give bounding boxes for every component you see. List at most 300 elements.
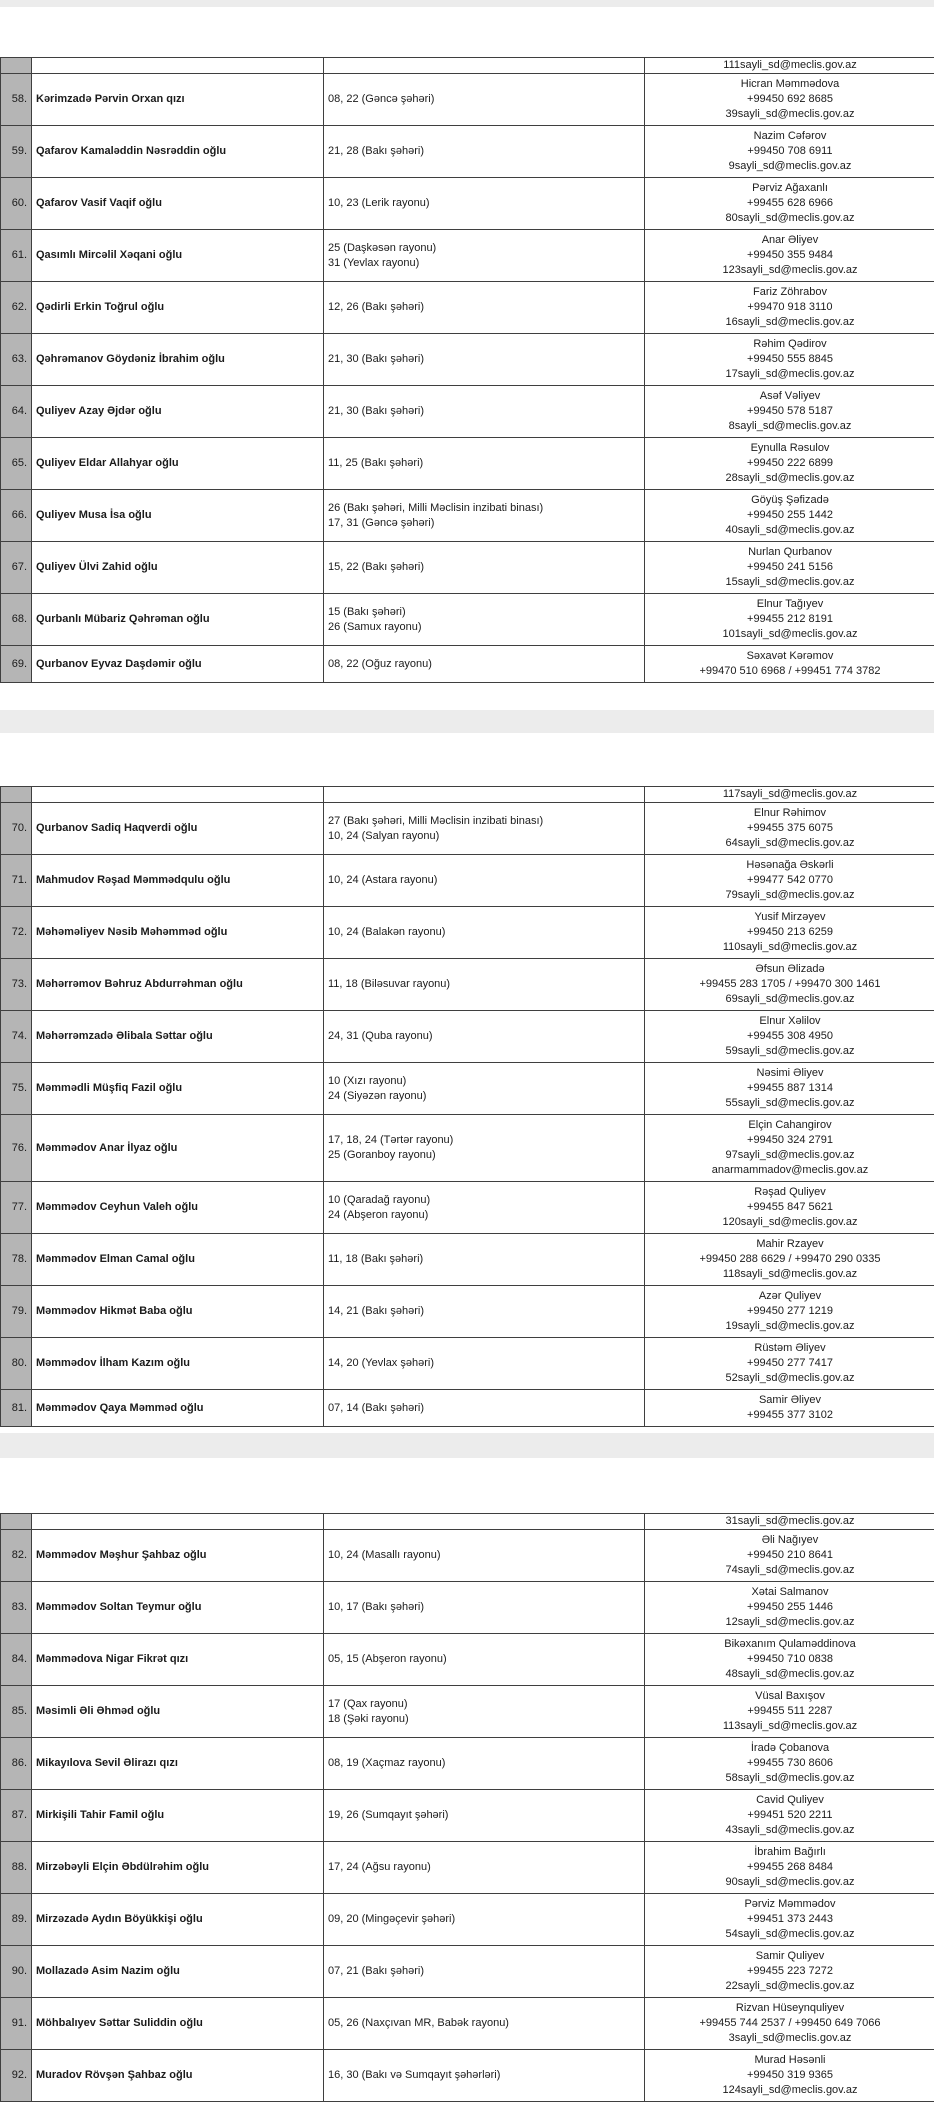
district-line: 24 (Siyəzən rayonu) xyxy=(328,1089,427,1102)
deputy-name-cell: Möhbalıyev Səttar Suliddin oğlu xyxy=(32,1998,324,2050)
district-cell xyxy=(324,1894,645,1946)
district-cell xyxy=(324,334,645,386)
district-line: 07, 21 (Bakı şəhəri) xyxy=(328,1965,424,1977)
contact-cell xyxy=(645,1530,934,1582)
contact-line: +99450 213 6259 xyxy=(747,926,833,938)
row-number-cell: 87. xyxy=(1,1790,32,1842)
carryover-row xyxy=(1,1514,934,1530)
row-number-cell: 82. xyxy=(1,1530,32,1582)
row-number-cell xyxy=(1,1514,32,1530)
contact-line: +99450 555 8845 xyxy=(747,353,833,365)
deputy-name-cell: Məmmədov Hikmət Baba oğlu xyxy=(32,1286,324,1338)
deputy-name-cell: Mirzəbəyli Elçin Əbdülrəhim oğlu xyxy=(32,1842,324,1894)
contact-line: 120sayli_sd@meclis.gov.az xyxy=(722,1216,858,1228)
contact-line: 54sayli_sd@meclis.gov.az xyxy=(725,1928,855,1940)
table-row xyxy=(1,855,934,907)
row-number-cell: 65. xyxy=(1,438,32,490)
contact-email: 31sayli_sd@meclis.gov.az xyxy=(725,1515,855,1527)
contact-line: +99450 288 6629 / +99470 290 0335 xyxy=(699,1253,881,1265)
contact-line: 28sayli_sd@meclis.gov.az xyxy=(725,472,855,484)
row-number-cell: 76. xyxy=(1,1115,32,1182)
deputy-name-cell: Mirkişili Tahir Famil oğlu xyxy=(32,1790,324,1842)
deputy-name-cell xyxy=(32,1514,324,1530)
contact-cell xyxy=(645,334,934,386)
district-line: 18 (Şəki rayonu) xyxy=(328,1712,409,1725)
deputy-name-cell: Quliyev Azay Əjdər oğlu xyxy=(32,386,324,438)
contact-line: Fariz Zöhrabov xyxy=(753,286,827,298)
table-row xyxy=(1,126,934,178)
district-line: 25 (Goranboy rayonu) xyxy=(328,1149,436,1161)
contact-line: 64sayli_sd@meclis.gov.az xyxy=(725,837,855,849)
deputy-name-cell: Məmmədova Nigar Fikrət qızı xyxy=(32,1634,324,1686)
district-cell xyxy=(324,907,645,959)
deputy-name-cell: Qafarov Kamaləddin Nəsrəddin oğlu xyxy=(32,126,324,178)
table-row xyxy=(1,1063,934,1115)
district-cell xyxy=(324,542,645,594)
contact-line: Elnur Rəhimov xyxy=(753,807,827,819)
district-line: 27 (Bakı şəhəri, Milli Məclisin inzibati binası) xyxy=(328,814,544,827)
table-row xyxy=(1,2050,934,2102)
contact-line: 123sayli_sd@meclis.gov.az xyxy=(722,264,858,276)
district-line: 17 (Qax rayonu) xyxy=(328,1697,408,1710)
contact-cell xyxy=(645,1582,934,1634)
row-number-cell xyxy=(1,58,32,74)
table-row xyxy=(1,1790,934,1842)
district-line: 10, 24 (Balakən rayonu) xyxy=(328,926,446,938)
district-cell xyxy=(324,1530,645,1582)
district-line: 16, 30 (Bakı və Sumqayıt şəhərləri) xyxy=(328,2069,501,2081)
contact-line: +99450 708 6911 xyxy=(747,145,833,157)
deputy-name-cell xyxy=(32,787,324,803)
contact-line: +99451 520 2211 xyxy=(747,1809,833,1821)
row-number-cell: 75. xyxy=(1,1063,32,1115)
district-line: 10 (Xızı rayonu) xyxy=(328,1074,407,1087)
table-row xyxy=(1,1338,934,1390)
contact-line: Pərviz Məmmədov xyxy=(744,1898,836,1910)
contact-line: +99450 277 1219 xyxy=(747,1305,833,1317)
contact-line: 69sayli_sd@meclis.gov.az xyxy=(725,993,855,1005)
district-cell xyxy=(324,1998,645,2050)
table-row xyxy=(1,490,934,542)
district-cell xyxy=(324,490,645,542)
table-row xyxy=(1,282,934,334)
contact-cell xyxy=(645,959,934,1011)
contact-line: +99470 918 3110 xyxy=(747,301,833,313)
deputy-name-cell xyxy=(32,58,324,74)
table-row xyxy=(1,542,934,594)
deputies-table-section-1 xyxy=(0,57,934,683)
row-number-cell: 79. xyxy=(1,1286,32,1338)
district-cell xyxy=(324,1842,645,1894)
row-number-cell: 92. xyxy=(1,2050,32,2102)
contact-line: 19sayli_sd@meclis.gov.az xyxy=(725,1320,855,1332)
contact-cell xyxy=(645,2050,934,2102)
table-row xyxy=(1,1738,934,1790)
row-number-cell: 60. xyxy=(1,178,32,230)
row-number-cell: 89. xyxy=(1,1894,32,1946)
row-number-cell: 78. xyxy=(1,1234,32,1286)
district-line: 09, 20 (Mingəçevir şəhəri) xyxy=(328,1913,456,1925)
contact-line: +99450 692 8685 xyxy=(747,93,833,105)
contact-line: 124sayli_sd@meclis.gov.az xyxy=(722,2084,858,2096)
contact-line: +99450 210 8641 xyxy=(747,1549,833,1561)
district-line: 05, 15 (Abşeron rayonu) xyxy=(328,1653,447,1665)
page-separator-band xyxy=(0,710,934,733)
row-number-cell: 80. xyxy=(1,1338,32,1390)
contact-line: +99455 744 2537 / +99450 649 7066 xyxy=(699,2017,881,2029)
district-cell xyxy=(324,1582,645,1634)
contact-line: Elnur Xəlilov xyxy=(759,1015,821,1027)
deputy-name-cell: Quliyev Musa İsa oğlu xyxy=(32,490,324,542)
district-cell xyxy=(324,58,645,74)
contact-line: 80sayli_sd@meclis.gov.az xyxy=(725,212,855,224)
page-separator-band xyxy=(0,0,934,7)
district-line: 10 (Qaradağ rayonu) xyxy=(328,1193,431,1206)
contact-line: 40sayli_sd@meclis.gov.az xyxy=(725,524,855,536)
row-number-cell: 73. xyxy=(1,959,32,1011)
contact-line: Nazim Cəfərov xyxy=(753,130,827,142)
district-line: 10, 24 (Astara rayonu) xyxy=(328,874,438,886)
contact-line: Həsənağa Əskərli xyxy=(746,859,834,871)
contact-line: Azər Quliyev xyxy=(758,1290,822,1302)
contact-line: +99455 628 6966 xyxy=(747,197,833,209)
row-number-cell: 91. xyxy=(1,1998,32,2050)
district-cell xyxy=(324,126,645,178)
row-number-cell: 86. xyxy=(1,1738,32,1790)
district-cell xyxy=(324,1338,645,1390)
table-row xyxy=(1,1634,934,1686)
contact-line: Rizvan Hüseynquliyev xyxy=(735,2002,845,2014)
row-number-cell: 85. xyxy=(1,1686,32,1738)
table-row xyxy=(1,1946,934,1998)
district-line: 17, 24 (Ağsu rayonu) xyxy=(328,1861,431,1873)
contact-line: +99450 324 2791 xyxy=(747,1134,833,1146)
row-number-cell: 58. xyxy=(1,74,32,126)
contact-line: Əfsun Əlizadə xyxy=(755,963,825,975)
deputy-name-cell: Məmmədli Müşfiq Fazil oğlu xyxy=(32,1063,324,1115)
contact-cell xyxy=(645,74,934,126)
district-line: 08, 22 (Gəncə şəhəri) xyxy=(328,93,435,105)
row-number-cell: 63. xyxy=(1,334,32,386)
contact-line: +99450 241 5156 xyxy=(747,561,833,573)
deputy-name-cell: Qasımlı Mircəlil Xəqani oğlu xyxy=(32,230,324,282)
contact-line: 110sayli_sd@meclis.gov.az xyxy=(722,941,858,953)
district-cell xyxy=(324,787,645,803)
district-cell xyxy=(324,1634,645,1686)
table-row xyxy=(1,1842,934,1894)
deputy-name-cell: Məhərrəmov Bəhruz Abdurrəhman oğlu xyxy=(32,959,324,1011)
table-row xyxy=(1,646,934,683)
contact-line: +99455 730 8606 xyxy=(747,1757,833,1769)
contact-line: +99450 355 9484 xyxy=(747,249,833,261)
deputy-name-cell: Qafarov Vasif Vaqif oğlu xyxy=(32,178,324,230)
table-row xyxy=(1,1390,934,1427)
district-line: 10, 24 (Salyan rayonu) xyxy=(328,829,440,842)
contact-cell xyxy=(645,1790,934,1842)
deputy-name-cell: Qurbanov Sadiq Haqverdi oğlu xyxy=(32,803,324,855)
contact-line: 101sayli_sd@meclis.gov.az xyxy=(722,628,858,640)
row-number-cell: 84. xyxy=(1,1634,32,1686)
table-row xyxy=(1,1998,934,2050)
contact-line: 9sayli_sd@meclis.gov.az xyxy=(728,160,852,172)
district-cell xyxy=(324,178,645,230)
contact-cell xyxy=(645,855,934,907)
row-number-cell: 81. xyxy=(1,1390,32,1427)
contact-line: 58sayli_sd@meclis.gov.az xyxy=(725,1772,855,1784)
district-line: 11, 25 (Bakı şəhəri) xyxy=(328,457,424,469)
contact-line: Pərviz Ağaxanlı xyxy=(752,182,828,194)
district-cell xyxy=(324,1063,645,1115)
contact-line: +99455 377 3102 xyxy=(747,1409,833,1421)
row-number-cell: 62. xyxy=(1,282,32,334)
contact-cell xyxy=(645,1390,934,1427)
district-line: 08, 19 (Xaçmaz rayonu) xyxy=(328,1757,446,1769)
contact-line: 90sayli_sd@meclis.gov.az xyxy=(725,1876,855,1888)
contact-line: 74sayli_sd@meclis.gov.az xyxy=(725,1564,855,1576)
district-line: 14, 20 (Yevlax şəhəri) xyxy=(328,1357,434,1369)
contact-line: 39sayli_sd@meclis.gov.az xyxy=(725,108,855,120)
contact-line: +99470 510 6968 / +99451 774 3782 xyxy=(699,665,881,677)
district-line: 21, 30 (Bakı şəhəri) xyxy=(328,353,424,365)
row-number-cell: 71. xyxy=(1,855,32,907)
district-cell xyxy=(324,1686,645,1738)
contact-cell xyxy=(645,803,934,855)
contact-cell xyxy=(645,594,934,646)
table-row xyxy=(1,438,934,490)
contact-line: +99450 222 6899 xyxy=(747,457,833,469)
contact-line: +99455 847 5621 xyxy=(747,1201,833,1213)
deputy-name-cell: Quliyev Ülvi Zahid oğlu xyxy=(32,542,324,594)
contact-cell xyxy=(645,1286,934,1338)
district-cell xyxy=(324,1946,645,1998)
district-cell xyxy=(324,282,645,334)
contact-line: +99455 223 7272 xyxy=(747,1965,833,1977)
contact-line: Samir Quliyev xyxy=(755,1950,825,1962)
contact-cell xyxy=(645,1514,934,1530)
contact-cell xyxy=(645,1234,934,1286)
district-line: 17, 31 (Gəncə şəhəri) xyxy=(328,516,435,529)
contact-line: +99455 887 1314 xyxy=(747,1082,833,1094)
contact-line: Anar Əliyev xyxy=(761,234,819,246)
district-line: 26 (Bakı şəhəri, Milli Məclisin inzibati binası) xyxy=(328,501,544,514)
district-cell xyxy=(324,1390,645,1427)
deputy-name-cell: Quliyev Eldar Allahyar oğlu xyxy=(32,438,324,490)
district-cell xyxy=(324,1790,645,1842)
district-line: 24 (Abşeron rayonu) xyxy=(328,1208,429,1221)
contact-line: 17sayli_sd@meclis.gov.az xyxy=(725,368,855,380)
deputy-name-cell: Muradov Rövşən Şahbaz oğlu xyxy=(32,2050,324,2102)
deputy-name-cell: Məmmədov İlham Kazım oğlu xyxy=(32,1338,324,1390)
carryover-row xyxy=(1,787,934,803)
deputy-name-cell: Qurbanlı Mübariz Qəhrəman oğlu xyxy=(32,594,324,646)
district-line: 10, 17 (Bakı şəhəri) xyxy=(328,1601,424,1613)
district-line: 31 (Yevlax rayonu) xyxy=(328,256,420,269)
contact-line: +99450 578 5187 xyxy=(747,405,833,417)
table-row xyxy=(1,386,934,438)
contact-cell xyxy=(645,230,934,282)
deputy-name-cell: Məmmədov Ceyhun Valeh oğlu xyxy=(32,1182,324,1234)
contact-cell xyxy=(645,1011,934,1063)
contact-line: +99450 255 1442 xyxy=(747,509,833,521)
table-row xyxy=(1,1115,934,1182)
contact-line: Səxavət Kərəmov xyxy=(746,650,834,662)
district-cell xyxy=(324,646,645,683)
district-line: 11, 18 (Bakı şəhəri) xyxy=(328,1253,424,1265)
deputy-name-cell: Məhəməliyev Nəsib Məhəmməd oğlu xyxy=(32,907,324,959)
deputy-name-cell: Mollazadə Asim Nazim oğlu xyxy=(32,1946,324,1998)
contact-line: 59sayli_sd@meclis.gov.az xyxy=(725,1045,855,1057)
district-cell xyxy=(324,855,645,907)
contact-line: İradə Çobanova xyxy=(750,1742,830,1754)
table-row xyxy=(1,1011,934,1063)
deputy-name-cell: Məsimli Əli Əhməd oğlu xyxy=(32,1686,324,1738)
contact-cell xyxy=(645,646,934,683)
contact-line: +99450 319 9365 xyxy=(747,2069,833,2081)
deputy-name-cell: Mikayılova Sevil Əlirazı qızı xyxy=(32,1738,324,1790)
contact-line: Rüstəm Əliyev xyxy=(754,1342,826,1354)
district-cell xyxy=(324,230,645,282)
contact-cell xyxy=(645,1338,934,1390)
table-row xyxy=(1,1894,934,1946)
deputy-name-cell: Qədirli Erkin Toğrul oğlu xyxy=(32,282,324,334)
deputy-name-cell: Mirzəzadə Aydın Böyükkişi oğlu xyxy=(32,1894,324,1946)
contact-line: 97sayli_sd@meclis.gov.az xyxy=(725,1149,855,1161)
deputy-name-cell: Kərimzadə Pərvin Orxan qızı xyxy=(32,74,324,126)
deputies-table xyxy=(0,786,934,1427)
district-line: 17, 18, 24 (Tərtər rayonu) xyxy=(328,1134,454,1146)
contact-cell xyxy=(645,438,934,490)
contact-line: +99450 255 1446 xyxy=(747,1601,833,1613)
district-cell xyxy=(324,1011,645,1063)
district-line: 12, 26 (Bakı şəhəri) xyxy=(328,301,424,313)
contact-line: Nurlan Qurbanov xyxy=(748,546,832,558)
contact-line: Elçin Cahangirov xyxy=(748,1119,832,1131)
district-line: 21, 30 (Bakı şəhəri) xyxy=(328,405,424,417)
contact-line: Mahir Rzayev xyxy=(756,1238,824,1250)
contact-line: 79sayli_sd@meclis.gov.az xyxy=(725,889,855,901)
row-number-cell: 83. xyxy=(1,1582,32,1634)
district-line: 05, 26 (Naxçıvan MR, Babək rayonu) xyxy=(328,2017,509,2029)
contact-line: 8sayli_sd@meclis.gov.az xyxy=(728,420,852,432)
contact-line: 48sayli_sd@meclis.gov.az xyxy=(725,1668,855,1680)
contact-cell xyxy=(645,282,934,334)
row-number-cell: 72. xyxy=(1,907,32,959)
table-row xyxy=(1,1234,934,1286)
carryover-row xyxy=(1,58,934,74)
table-row xyxy=(1,334,934,386)
district-cell xyxy=(324,1514,645,1530)
row-number-cell: 70. xyxy=(1,803,32,855)
contact-line: Nəsimi Əliyev xyxy=(756,1067,824,1079)
contact-line: +99477 542 0770 xyxy=(747,874,833,886)
contact-line: 52sayli_sd@meclis.gov.az xyxy=(725,1372,855,1384)
contact-cell xyxy=(645,907,934,959)
contact-line: 113sayli_sd@meclis.gov.az xyxy=(722,1720,858,1732)
row-number-cell: 59. xyxy=(1,126,32,178)
contact-cell xyxy=(645,126,934,178)
contact-line: 118sayli_sd@meclis.gov.az xyxy=(722,1268,858,1280)
deputy-name-cell: Məmmədov Qaya Məmməd oğlu xyxy=(32,1390,324,1427)
contact-line: +99451 373 2443 xyxy=(747,1913,833,1925)
table-row xyxy=(1,1582,934,1634)
contact-cell xyxy=(645,1894,934,1946)
contact-line: Əli Nağıyev xyxy=(761,1534,819,1546)
district-cell xyxy=(324,74,645,126)
district-cell xyxy=(324,803,645,855)
district-line: 15, 22 (Bakı şəhəri) xyxy=(328,561,424,573)
table-row xyxy=(1,74,934,126)
contact-line: Samir Əliyev xyxy=(758,1394,822,1406)
contact-line: Vüsal Baxışov xyxy=(755,1690,825,1702)
district-line: 10, 24 (Masallı rayonu) xyxy=(328,1549,441,1561)
contact-line: Eynulla Rəsulov xyxy=(750,442,830,454)
table-row xyxy=(1,959,934,1011)
row-number-cell: 74. xyxy=(1,1011,32,1063)
row-number-cell: 68. xyxy=(1,594,32,646)
contact-cell xyxy=(645,1182,934,1234)
contact-line: Bikəxanım Qulaməddinova xyxy=(724,1638,856,1650)
deputy-name-cell: Qəhrəmanov Göydəniz İbrahim oğlu xyxy=(32,334,324,386)
contact-line: +99455 511 2287 xyxy=(747,1705,833,1717)
contact-cell xyxy=(645,1063,934,1115)
district-line: 25 (Daşkəsən rayonu) xyxy=(328,241,437,254)
district-cell xyxy=(324,959,645,1011)
district-line: 15 (Bakı şəhəri) xyxy=(328,605,406,618)
table-row xyxy=(1,1182,934,1234)
district-cell xyxy=(324,1115,645,1182)
row-number-cell xyxy=(1,787,32,803)
deputies-table-section-3 xyxy=(0,1513,934,2102)
contact-line: Yusif Mirzəyev xyxy=(754,911,826,923)
contact-cell xyxy=(645,1998,934,2050)
district-line: 21, 28 (Bakı şəhəri) xyxy=(328,145,424,157)
table-row xyxy=(1,1686,934,1738)
contact-line: +99455 308 4950 xyxy=(747,1030,833,1042)
table-row xyxy=(1,178,934,230)
contact-line: anarmammadov@meclis.gov.az xyxy=(711,1164,869,1176)
contact-line: Murad Həsənli xyxy=(754,2054,826,2066)
contact-line: 15sayli_sd@meclis.gov.az xyxy=(725,576,855,588)
contact-cell xyxy=(645,1115,934,1182)
deputy-name-cell: Qurbanov Eyvaz Daşdəmir oğlu xyxy=(32,646,324,683)
contact-line: +99450 277 7417 xyxy=(747,1357,833,1369)
contact-line: 12sayli_sd@meclis.gov.az xyxy=(725,1616,855,1628)
row-number-cell: 64. xyxy=(1,386,32,438)
contact-line: Asəf Vəliyev xyxy=(759,390,821,402)
row-number-cell: 77. xyxy=(1,1182,32,1234)
contact-line: 16sayli_sd@meclis.gov.az xyxy=(725,316,855,328)
contact-line: +99455 212 8191 xyxy=(747,613,833,625)
contact-line: Hicran Məmmədova xyxy=(740,78,840,90)
contact-email: 117sayli_sd@meclis.gov.az xyxy=(722,788,858,800)
contact-cell xyxy=(645,787,934,803)
district-line: 11, 18 (Biləsuvar rayonu) xyxy=(328,978,451,990)
table-row xyxy=(1,907,934,959)
district-cell xyxy=(324,1234,645,1286)
deputy-name-cell: Məmmədov Soltan Teymur oğlu xyxy=(32,1582,324,1634)
deputies-table xyxy=(0,57,934,683)
contact-line: İbrahim Bağırlı xyxy=(754,1846,826,1858)
contact-cell xyxy=(645,386,934,438)
contact-line: +99450 710 0838 xyxy=(747,1653,833,1665)
contact-line: Elnur Tağıyev xyxy=(756,598,824,610)
contact-line: Rəhim Qədirov xyxy=(753,338,827,350)
deputies-table xyxy=(0,1513,934,2102)
contact-cell xyxy=(645,1738,934,1790)
page-separator-band xyxy=(0,1433,934,1458)
contact-line: 55sayli_sd@meclis.gov.az xyxy=(725,1097,855,1109)
district-cell xyxy=(324,438,645,490)
